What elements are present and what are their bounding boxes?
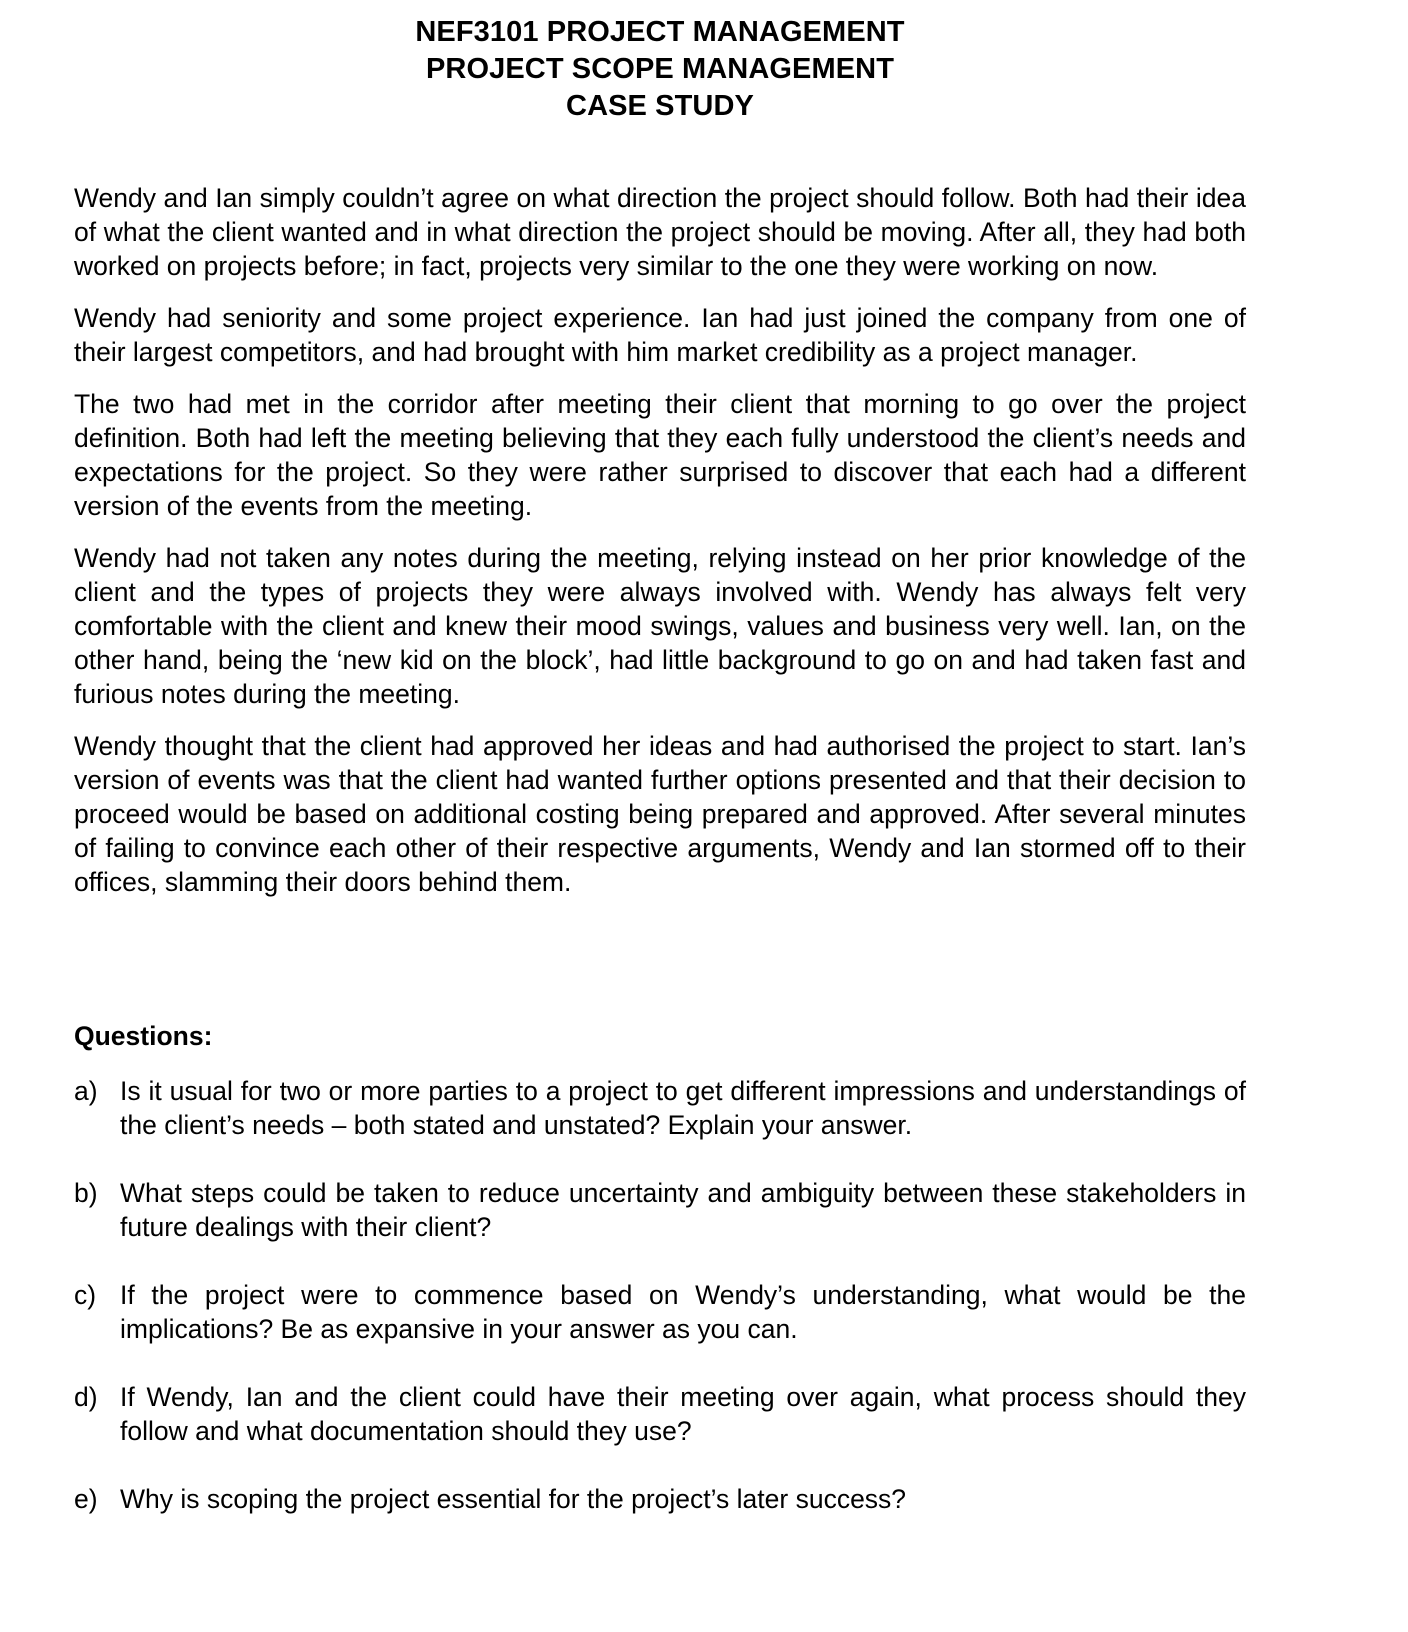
- questions-list: [74, 1074, 1246, 1550]
- case-paragraph-2: Wendy had seniority and some project experience. Ian had just joined the company from one of their largest competitors, and had brought with him market credibility as a project manager.: [74, 303, 1246, 367]
- case-paragraph-5: Wendy thought that the client had approved her ideas and had authorised the project to start. Ian’s version of events was that the client had wanted further options presented and that their decision to proceed would be based on additional costing being prepared and approved. After several minutes of failing to convince each other of their respective arguments, Wendy and Ian stormed off to their offices, slamming their doors behind them.: [74, 731, 1246, 897]
- question-label: a): [74, 1076, 98, 1106]
- question-item-a: [74, 1074, 1246, 1142]
- title-block: [0, 14, 1320, 125]
- question-item-b: [74, 1176, 1246, 1244]
- case-paragraph-3: The two had met in the corridor after meeting their client that morning to go over the project definition. Both had left the meeting believing that they each fully understood the client’s needs and expectations for the project. So they were rather surprised to discover that each had a different version of the events from the meeting.: [74, 389, 1246, 521]
- question-label: b): [74, 1178, 98, 1208]
- question-text: Why is scoping the project essential for the project’s later success?: [120, 1484, 907, 1514]
- course-title: NEF3101 PROJECT MANAGEMENT: [415, 16, 905, 48]
- question-label: e): [74, 1484, 98, 1514]
- case-paragraph-1: Wendy and Ian simply couldn’t agree on what direction the project should follow. Both had their idea of what the client wanted and in what direction the project should be moving. After all, they had both worked on projects before; in fact, projects very similar to the one they were working on now.: [74, 183, 1246, 281]
- question-item-e: [74, 1482, 1246, 1516]
- questions-heading: Questions:: [74, 1021, 213, 1051]
- question-text: If the project were to commence based on Wendy’s understanding, what would be the implications? Be as expansive in your answer as you can.: [120, 1280, 1246, 1344]
- case-study-body: [74, 181, 1246, 899]
- question-text: Is it usual for two or more parties to a project to get different impressions and understandings of the client’s needs – both stated and unstated? Explain your answer.: [120, 1076, 1246, 1140]
- question-item-c: [74, 1278, 1246, 1346]
- case-paragraph-4: Wendy had not taken any notes during the meeting, relying instead on her prior knowledge of the client and the types of projects they were always involved with. Wendy has always felt very comfortable with the client and knew their mood swings, values and business very well. Ian, on the other hand, being the ‘new kid on the block’, had little background to go on and had taken fast and furious notes during the meeting.: [74, 543, 1246, 709]
- question-label: c): [74, 1280, 97, 1310]
- question-label: d): [74, 1382, 98, 1412]
- document-type-title: CASE STUDY: [566, 90, 754, 122]
- question-item-d: [74, 1380, 1246, 1448]
- question-text: If Wendy, Ian and the client could have their meeting over again, what process should they follow and what documentation should they use?: [120, 1382, 1246, 1446]
- question-text: What steps could be taken to reduce uncertainty and ambiguity between these stakeholders in future dealings with their client?: [120, 1178, 1246, 1242]
- topic-title: PROJECT SCOPE MANAGEMENT: [425, 53, 895, 85]
